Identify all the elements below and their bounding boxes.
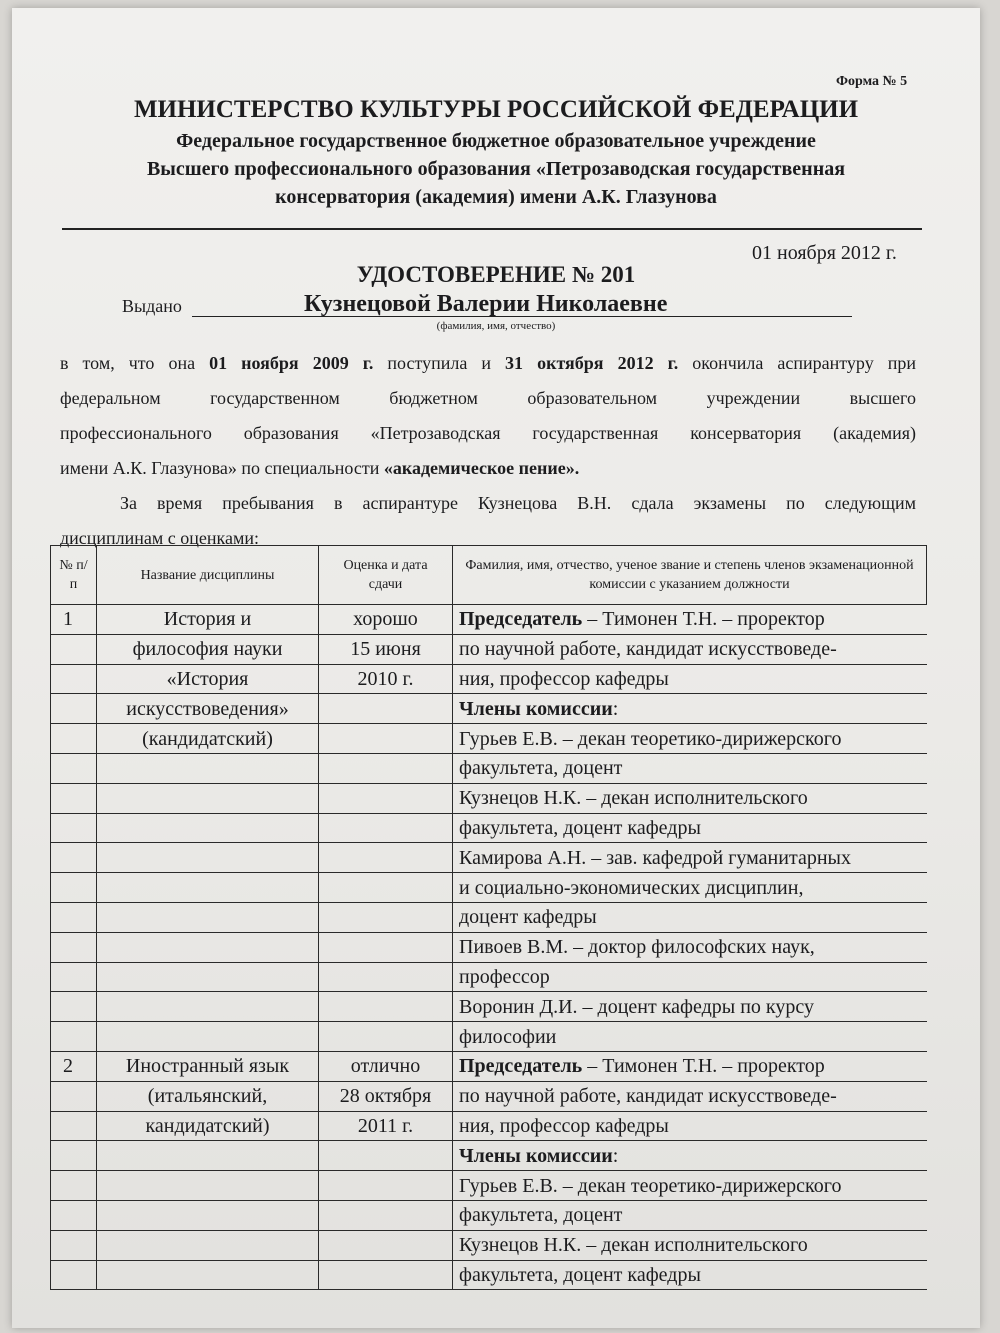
commission-cell: ния, профессор кафедры (453, 1111, 927, 1141)
form-number: Форма № 5 (836, 74, 908, 89)
discipline-cell (97, 1230, 319, 1260)
header-commission: Фамилия, имя, отчество, ученое звание и степень членов экзаменационной комиссии с указанием должности (453, 546, 927, 605)
grade-cell (319, 1022, 453, 1052)
commission-cell: по научной работе, кандидат искусствоведе- (453, 634, 927, 664)
grade-cell (319, 694, 453, 724)
discipline-cell (97, 873, 319, 903)
row-number (51, 724, 97, 754)
commission-cell (453, 694, 927, 724)
commission-cell: Пивоев В.М. – доктор философских наук, (453, 932, 927, 962)
commission-role: Председатель (459, 608, 583, 631)
table-row (51, 813, 927, 843)
header-number: № п/п (51, 546, 97, 605)
discipline-cell: «История (97, 664, 319, 694)
commission-cell: Кузнецов Н.К. – декан исполнительского (453, 783, 927, 813)
commission-cell: факультета, доцент (453, 1200, 927, 1230)
commission-cell: по научной работе, кандидат искусствоведе- (453, 1081, 927, 1111)
commission-cell: Воронин Д.И. – доцент кафедры по курсу (453, 992, 927, 1022)
row-number (51, 1141, 97, 1171)
grade-cell (319, 902, 453, 932)
grade-cell: 2011 г. (319, 1111, 453, 1141)
text-fragment: в том, что она (60, 353, 210, 373)
grade-cell: хорошо (319, 605, 453, 635)
row-number (51, 1230, 97, 1260)
discipline-cell: (итальянский, (97, 1081, 319, 1111)
grade-cell: отлично (319, 1051, 453, 1081)
commission-cell: Гурьев Е.В. – декан теоретико-дирижерского (453, 1171, 927, 1201)
discipline-cell: кандидатский) (97, 1111, 319, 1141)
grade-cell (319, 1260, 453, 1290)
header-divider (62, 228, 922, 230)
commission-role: Члены комиссии (459, 697, 613, 720)
commission-cell (453, 1051, 927, 1081)
discipline-cell: Иностранный язык (97, 1051, 319, 1081)
statement-line-2: федеральном государственном бюджетном образовательном учреждении высшего (60, 388, 916, 408)
graduation-date: 31 октября 2012 г. (505, 353, 679, 373)
table-body (51, 605, 927, 1290)
institution-line-2: Высшего профессионального образования «Петрозаводская государственная (146, 158, 846, 180)
commission-cell: и социально-экономических дисциплин, (453, 873, 927, 903)
table-row (51, 1200, 927, 1230)
discipline-cell (97, 1171, 319, 1201)
grade-cell (319, 783, 453, 813)
row-number: 2 (51, 1051, 97, 1081)
commission-cell: Кузнецов Н.К. – декан исполнительского (453, 1230, 927, 1260)
commission-member: – Тимонен Т.Н. – проректор (582, 608, 825, 631)
commission-role: Председатель (459, 1055, 583, 1078)
statement-paragraph (60, 346, 916, 486)
grade-cell (319, 873, 453, 903)
grade-cell (319, 932, 453, 962)
row-number (51, 843, 97, 873)
grade-cell: 2010 г. (319, 664, 453, 694)
statement-line-1 (60, 346, 916, 381)
grade-cell (319, 724, 453, 754)
specialty: «академическое пение». (383, 458, 580, 478)
row-number (51, 694, 97, 724)
row-number (51, 664, 97, 694)
issued-name: Кузнецовой Валерии Николаевне (304, 291, 668, 317)
statement-line-3: профессионального образования «Петрозаводская государственная консерватория (академия) (60, 423, 916, 443)
commission-cell: профессор (453, 962, 927, 992)
table-row (51, 843, 927, 873)
grade-cell (319, 992, 453, 1022)
commission-cell (453, 1141, 927, 1171)
text-fragment: имени А.К. Глазунова» по специальности (60, 458, 384, 478)
commission-cell: доцент кафедры (453, 902, 927, 932)
document-title: УДОСТОВЕРЕНИЕ № 201 (356, 262, 636, 287)
table-row (51, 605, 927, 635)
row-number (51, 753, 97, 783)
table-row (51, 962, 927, 992)
table-row (51, 1022, 927, 1052)
commission-cell (453, 605, 927, 635)
issued-hint: (фамилия, имя, отчество) (436, 320, 556, 332)
table-row (51, 783, 927, 813)
row-number (51, 1171, 97, 1201)
discipline-cell (97, 1141, 319, 1171)
discipline-cell (97, 962, 319, 992)
table-row (51, 1260, 927, 1290)
table-row (51, 1171, 927, 1201)
discipline-cell (97, 1022, 319, 1052)
table-row (51, 694, 927, 724)
table-row (51, 992, 927, 1022)
disciplines-table (50, 545, 927, 1290)
table-row (51, 1230, 927, 1260)
row-number (51, 902, 97, 932)
row-number: 1 (51, 605, 97, 635)
row-number (51, 813, 97, 843)
discipline-cell: История и (97, 605, 319, 635)
discipline-cell: искусствоведения» (97, 694, 319, 724)
row-number (51, 962, 97, 992)
statement-line-4 (60, 451, 916, 486)
grade-cell (319, 1230, 453, 1260)
commission-cell: факультета, доцент кафедры (453, 813, 927, 843)
grade-cell (319, 1171, 453, 1201)
issued-label: Выдано (122, 296, 182, 316)
row-number (51, 932, 97, 962)
table-row (51, 902, 927, 932)
discipline-cell: (кандидатский) (97, 724, 319, 754)
discipline-cell: философия науки (97, 634, 319, 664)
table-row (51, 1081, 927, 1111)
table-row (51, 634, 927, 664)
table-row (51, 873, 927, 903)
row-number (51, 992, 97, 1022)
exams-line-1: За время пребывания в аспирантуре Кузнецова В.Н. сдала экзамены по следующим (120, 493, 916, 513)
table-row (51, 664, 927, 694)
grade-cell (319, 753, 453, 783)
discipline-cell (97, 1260, 319, 1290)
table-row (51, 1051, 927, 1081)
table-header-row (51, 546, 927, 605)
row-number (51, 1260, 97, 1290)
commission-cell: философии (453, 1022, 927, 1052)
grade-cell: 15 июня (319, 634, 453, 664)
row-number (51, 1081, 97, 1111)
discipline-cell (97, 902, 319, 932)
commission-cell: ния, профессор кафедры (453, 664, 927, 694)
grade-cell: 28 октября (319, 1081, 453, 1111)
admission-date: 01 ноября 2009 г. (209, 353, 374, 373)
commission-member: : (612, 697, 619, 720)
discipline-cell (97, 813, 319, 843)
certificate-page (12, 8, 980, 1328)
row-number (51, 1022, 97, 1052)
grade-cell (319, 843, 453, 873)
commission-cell: факультета, доцент кафедры (453, 1260, 927, 1290)
grade-cell (319, 813, 453, 843)
header-discipline: Название дисциплины (97, 546, 319, 605)
table-row (51, 1111, 927, 1141)
row-number (51, 634, 97, 664)
discipline-cell (97, 843, 319, 873)
commission-cell: Камирова А.Н. – зав. кафедрой гуманитарных (453, 843, 927, 873)
text-fragment: окончила аспирантуру при (678, 353, 916, 373)
commission-member: : (612, 1144, 619, 1167)
commission-cell: Гурьев Е.В. – декан теоретико-дирижерского (453, 724, 927, 754)
commission-member: – Тимонен Т.Н. – проректор (582, 1055, 825, 1078)
grade-cell (319, 962, 453, 992)
discipline-cell (97, 753, 319, 783)
exams-line-2: дисциплинам с оценками: (60, 528, 260, 548)
row-number (51, 1200, 97, 1230)
table-row (51, 724, 927, 754)
institution-line-1: Федеральное государственное бюджетное образовательное учреждение (176, 130, 816, 152)
discipline-cell (97, 783, 319, 813)
table-row (51, 1141, 927, 1171)
row-number (51, 783, 97, 813)
row-number (51, 873, 97, 903)
ministry-heading: МИНИСТЕРСТВО КУЛЬТУРЫ РОССИЙСКОЙ ФЕДЕРАЦИИ (133, 96, 859, 123)
document-date: 01 ноября 2012 г. (752, 242, 897, 264)
header-grade: Оценка и дата сдачи (319, 546, 453, 605)
table-row (51, 932, 927, 962)
institution-line-3: консерватория (академия) имени А.К. Глазунова (275, 186, 717, 208)
discipline-cell (97, 1200, 319, 1230)
grade-cell (319, 1141, 453, 1171)
table-row (51, 753, 927, 783)
text-fragment: поступила и (373, 353, 506, 373)
discipline-cell (97, 932, 319, 962)
commission-cell: факультета, доцент (453, 753, 927, 783)
grade-cell (319, 1200, 453, 1230)
discipline-cell (97, 992, 319, 1022)
commission-role: Члены комиссии (459, 1144, 613, 1167)
row-number (51, 1111, 97, 1141)
